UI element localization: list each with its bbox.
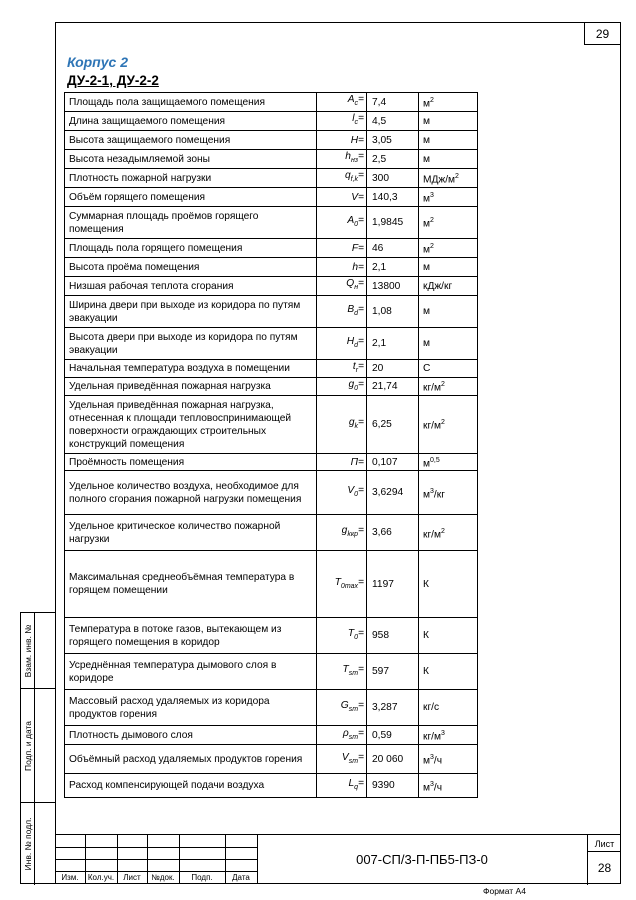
table-row [65, 515, 478, 551]
param-symbol: $V_0=$ [317, 471, 367, 515]
param-value: 3,05 [367, 131, 419, 150]
param-name: Высота проёма помещения [65, 258, 317, 277]
param-symbol: $A_c=$ [317, 93, 367, 112]
table-row [65, 378, 478, 396]
param-symbol: V= [317, 188, 367, 207]
param-symbol: $h_{нз}=$ [317, 150, 367, 169]
param-name: Плотность пожарной нагрузки [65, 169, 317, 188]
document-code: 007-СП/3-П-ПБ5-ПЗ-0 [356, 852, 488, 867]
param-name: Удельная приведённая пожарная нагрузка [65, 378, 317, 396]
param-symbol: $g_0=$ [317, 378, 367, 396]
table-row [65, 745, 478, 774]
page-frame [55, 22, 621, 884]
param-name: Усреднённая температура дымового слоя в коридоре [65, 654, 317, 690]
param-unit: м [419, 296, 478, 328]
table-row [65, 207, 478, 239]
param-value: 140,3 [367, 188, 419, 207]
param-symbol: $T_{sm}=$ [317, 654, 367, 690]
table-row [65, 654, 478, 690]
table-row [65, 396, 478, 454]
param-value: 2,1 [367, 328, 419, 360]
table-row [65, 454, 478, 471]
param-value: 2,1 [367, 258, 419, 277]
side-blank-vzam [35, 613, 56, 689]
param-value: 6,25 [367, 396, 419, 454]
side-stamp [20, 612, 55, 884]
param-name: Плотность дымового слоя [65, 726, 317, 745]
param-unit: $м^2$ [419, 93, 478, 112]
param-symbol: $L_q=$ [317, 774, 367, 798]
side-label-vzam: Взам. инв. № [22, 624, 33, 677]
param-name: Площадь пола горящего помещения [65, 239, 317, 258]
param-value: 3,287 [367, 690, 419, 726]
param-unit: м [419, 328, 478, 360]
table-row [65, 150, 478, 169]
tb-header-koluch: Кол.уч. [87, 873, 115, 882]
param-value: 1,9845 [367, 207, 419, 239]
param-value: 9390 [367, 774, 419, 798]
param-symbol: $G_{sm}=$ [317, 690, 367, 726]
table-row [65, 328, 478, 360]
param-unit: м [419, 131, 478, 150]
param-symbol: $q_{f,k}=$ [317, 169, 367, 188]
param-unit: К [419, 551, 478, 618]
param-symbol: $g_{kкр}=$ [317, 515, 367, 551]
table-row [65, 726, 478, 745]
param-name: Ширина двери при выходе из коридора по путям эвакуации [65, 296, 317, 328]
parameters-table [64, 92, 478, 798]
param-name: Объёмный расход удаляемых продуктов горения [65, 745, 317, 774]
param-value: 46 [367, 239, 419, 258]
sheet-box [587, 835, 621, 885]
param-symbol: $H_d=$ [317, 328, 367, 360]
side-cell-inv [21, 803, 35, 885]
param-value: 2,5 [367, 150, 419, 169]
table-row [65, 774, 478, 798]
param-symbol: $g_k=$ [317, 396, 367, 454]
param-unit: м [419, 258, 478, 277]
param-unit: м [419, 150, 478, 169]
param-value: 597 [367, 654, 419, 690]
side-blank-podp [35, 689, 56, 803]
table-row [65, 690, 478, 726]
tb-header-podp: Подп. [191, 873, 213, 882]
param-name: Проёмность помещения [65, 454, 317, 471]
param-value: 1,08 [367, 296, 419, 328]
table-row [65, 277, 478, 296]
param-name: Высота защищаемого помещения [65, 131, 317, 150]
param-symbol: h= [317, 258, 367, 277]
param-unit: С [419, 360, 478, 378]
param-value: 0,107 [367, 454, 419, 471]
param-unit: МДж/$м^2$ [419, 169, 478, 188]
side-cell-podp [21, 689, 35, 803]
param-symbol: $A_0=$ [317, 207, 367, 239]
param-unit: $м^3/кг$ [419, 471, 478, 515]
param-value: 20 060 [367, 745, 419, 774]
section-title: Корпус 2 [67, 54, 128, 70]
table-row [65, 618, 478, 654]
param-value: 0,59 [367, 726, 419, 745]
param-name: Удельное критическое количество пожарной нагрузки [65, 515, 317, 551]
param-unit: К [419, 618, 478, 654]
param-value: 3,6294 [367, 471, 419, 515]
param-symbol: $T_0=$ [317, 618, 367, 654]
table-row [65, 131, 478, 150]
param-value: 13800 [367, 277, 419, 296]
table-row [65, 169, 478, 188]
param-name: Низшая рабочая теплота сгорания [65, 277, 317, 296]
table-row [65, 239, 478, 258]
param-symbol: $V_{sm}=$ [317, 745, 367, 774]
param-name: Удельная приведённая пожарная нагрузка, отнесенная к площади тепловоспринимающей поверхности ограждающих строительных конструкций помещения [65, 396, 317, 454]
param-unit: $м^3/ч$ [419, 774, 478, 798]
table-row [65, 296, 478, 328]
param-name: Высота незадымляемой зоны [65, 150, 317, 169]
param-value: 7,4 [367, 93, 419, 112]
param-unit: $кг/м^2$ [419, 378, 478, 396]
table-row [65, 93, 478, 112]
param-symbol: $\rho_{sm}=$ [317, 726, 367, 745]
side-label-podp: Подп. и дата [22, 720, 33, 771]
param-name: Начальная температура воздуха в помещении [65, 360, 317, 378]
param-symbol: $T_{0max}=$ [317, 551, 367, 618]
tb-header-list: Лист [123, 873, 141, 882]
table-row [65, 258, 478, 277]
table-row [65, 188, 478, 207]
param-unit: кДж/кг [419, 277, 478, 296]
param-unit: $кг/м^3$ [419, 726, 478, 745]
param-value: 21,74 [367, 378, 419, 396]
param-unit: $м^2$ [419, 239, 478, 258]
sheet-number: 28 [597, 861, 612, 875]
title-block [55, 834, 621, 884]
table-row [65, 471, 478, 515]
param-value: 20 [367, 360, 419, 378]
param-name: Удельное количество воздуха, необходимое для полного сгорания пожарной нагрузки помещения [65, 471, 317, 515]
param-value: 3,66 [367, 515, 419, 551]
side-blank-inv [35, 803, 56, 885]
table-row [65, 112, 478, 131]
sheet-label: Лист [588, 837, 621, 852]
side-cell-vzam [21, 613, 35, 689]
param-unit: $м^3/ч$ [419, 745, 478, 774]
section-subtitle: ДУ-2-1, ДУ-2-2 [67, 73, 159, 88]
param-value: 1197 [367, 551, 419, 618]
param-symbol: П= [317, 454, 367, 471]
param-value: 958 [367, 618, 419, 654]
tb-header-ndok: №док. [151, 873, 175, 882]
param-unit: $м^{0,5}$ [419, 454, 478, 471]
param-name: Расход компенсирующей подачи воздуха [65, 774, 317, 798]
param-unit: м [419, 112, 478, 131]
param-name: Суммарная площадь проёмов горящего помещения [65, 207, 317, 239]
page-number-top: 29 [584, 23, 620, 45]
param-name: Высота двери при выходе из коридора по путям эвакуации [65, 328, 317, 360]
param-unit: К [419, 654, 478, 690]
param-unit: кг/с [419, 690, 478, 726]
tb-header-data: Дата [232, 873, 250, 882]
param-symbol: $Q_н=$ [317, 277, 367, 296]
param-symbol: $l_c=$ [317, 112, 367, 131]
format-label: Формат А4 [483, 886, 526, 896]
side-label-inv: Инв. № подл. [22, 817, 33, 871]
param-value: 4,5 [367, 112, 419, 131]
param-symbol: $t_r=$ [317, 360, 367, 378]
param-symbol: F= [317, 239, 367, 258]
param-name: Площадь пола защищаемого помещения [65, 93, 317, 112]
tb-header-izm: Изм. [61, 873, 79, 882]
param-unit: $м^2$ [419, 207, 478, 239]
param-name: Длина защищаемого помещения [65, 112, 317, 131]
param-name: Максимальная среднеобъёмная температура в горящем помещении [65, 551, 317, 618]
param-unit: $кг/м^2$ [419, 396, 478, 454]
param-symbol: $B_d=$ [317, 296, 367, 328]
param-name: Объём горящего помещения [65, 188, 317, 207]
param-name: Массовый расход удаляемых из коридора продуктов горения [65, 690, 317, 726]
param-unit: $кг/м^2$ [419, 515, 478, 551]
param-value: 300 [367, 169, 419, 188]
param-name: Температура в потоке газов, вытекающем из горящего помещения в коридор [65, 618, 317, 654]
param-symbol: H= [317, 131, 367, 150]
table-row [65, 551, 478, 618]
table-row [65, 360, 478, 378]
param-unit: $м^3$ [419, 188, 478, 207]
